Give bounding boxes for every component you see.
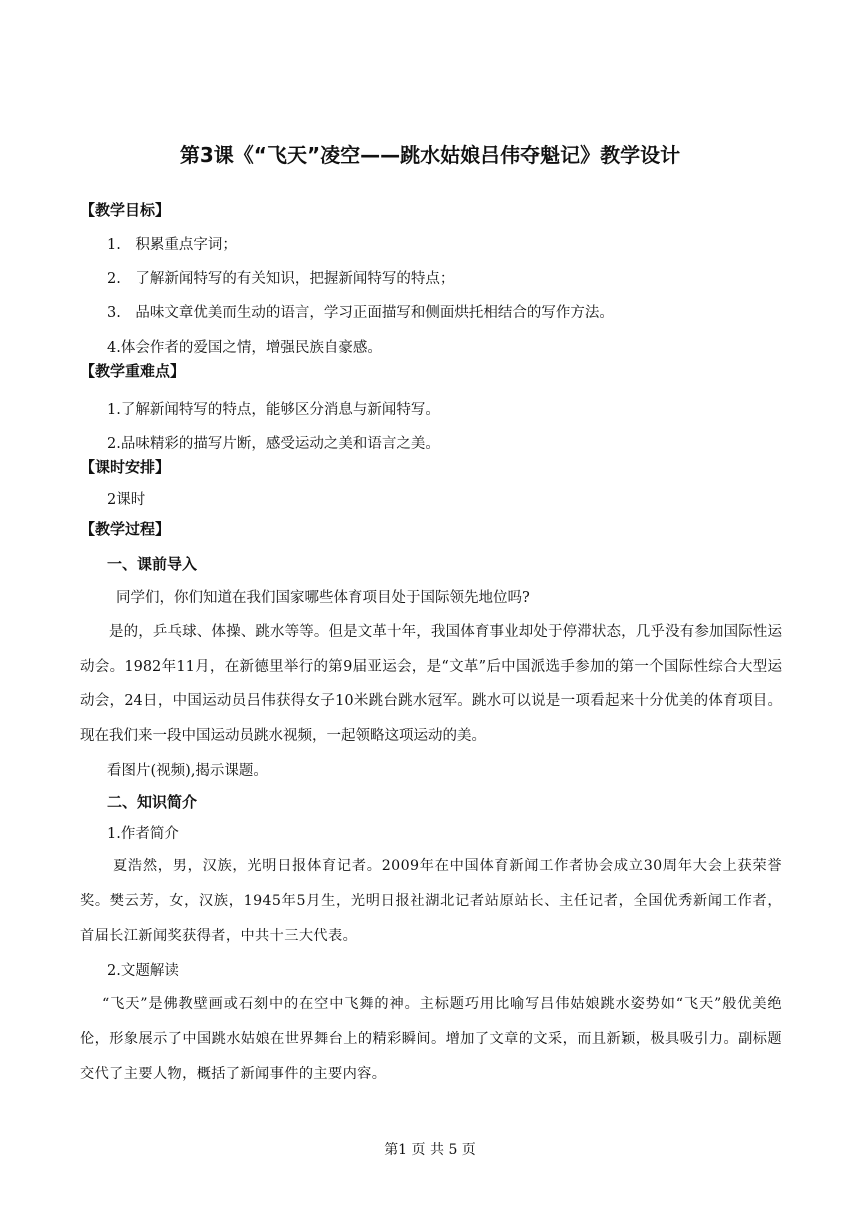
- key-point-1: 1.了解新闻特写的特点，能够区分消息与新闻特写。: [107, 402, 440, 418]
- part1-action: 看图片(视频),揭示课题。: [107, 763, 268, 779]
- goal-item-1: 1. 积累重点字词；: [107, 237, 237, 253]
- section-heading-process: 【教学过程】: [80, 520, 171, 538]
- goal-item-2: 2. 了解新闻特写的有关知识，把握新闻特写的特点；: [107, 271, 455, 287]
- section-heading-time: 【课时安排】: [80, 458, 171, 476]
- goal-item-3: 3. 品味文章优美而生动的语言，学习正面描写和侧面烘托相结合的写作方法。: [107, 305, 614, 321]
- author-heading: 1.作者简介: [107, 826, 179, 842]
- page-footer: 第1 页 共 5 页: [384, 1142, 476, 1158]
- time-value: 2课时: [107, 492, 146, 508]
- part1-question: 同学们，你们知道在我们国家哪些体育项目处于国际领先地位吗?: [116, 590, 530, 606]
- document-title: 第3课《“飞天”凌空——跳水姑娘吕伟夺魁记》教学设计: [179, 143, 681, 167]
- author-paragraph: 夏浩然，男，汉族，光明日报体育记者。2009年在中国体育新闻工作者协会成立30周年大会上获荣誉奖。樊云芳，女，汉族，1945年5月生，光明日报社湖北记者站原站长、主任记者，全国优秀新闻工作者，首届长江新闻奖获得者，中共十三大代表。: [80, 858, 782, 944]
- section-heading-key-points: 【教学重难点】: [80, 362, 186, 380]
- key-point-2: 2.品味精彩的描写片断，感受运动之美和语言之美。: [107, 436, 440, 452]
- goal-item-4: 4.体会作者的爱国之情，增强民族自豪感。: [107, 340, 382, 356]
- part1-paragraph: 是的，乒乓球、体操、跳水等等。但是文革十年，我国体育事业却处于停滞状态，几乎没有参加国际性运动会。1982年11月，在新德里举行的第9届亚运会，是“文革”后中国派选手参加的第一个国际性综合大型运动会，24日，中国运动员吕伟获得女子10米跳台跳水冠军。跳水可以说是一项看起来十分优美的体育项目。现在我们来一段中国运动员跳水视频，一起领略这项运动的美。: [80, 624, 782, 744]
- part1-heading: 一、课前导入: [107, 555, 198, 573]
- section-heading-goals: 【教学目标】: [80, 201, 171, 219]
- part2-heading: 二、知识简介: [107, 793, 198, 811]
- topic-paragraph: “飞天”是佛教壁画或石刻中的在空中飞舞的神。主标题巧用比喻写吕伟姑娘跳水姿势如“飞天”般优美绝伦，形象展示了中国跳水姑娘在世界舞台上的精彩瞬间。增加了文章的文采，而且新颖，极具吸引力。副标题交代了主要人物，概括了新闻事件的主要内容。: [80, 996, 782, 1082]
- topic-heading: 2.文题解读: [107, 963, 179, 979]
